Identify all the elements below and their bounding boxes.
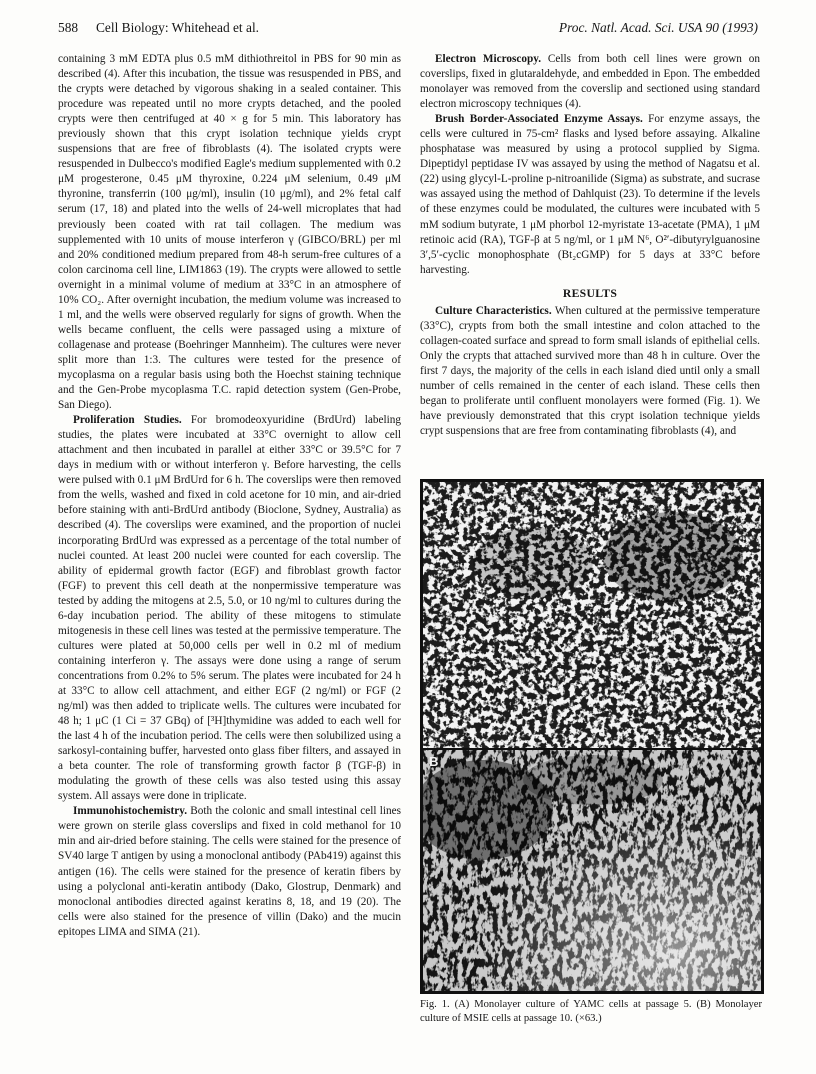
- journal-citation: Proc. Natl. Acad. Sci. USA 90 (1993): [558, 20, 758, 35]
- proliferation-studies-paragraph: [58, 413, 401, 804]
- culture-characteristics-text: When cultured at the permissive temperature (33°C), crypts from both the small intestine and colon attached to the collagen-coated surface and spread to form small islands of epithelial cells. Only the crypts that attached survived more than 48 h in culture. Over the first 7 days, the majority of the cells in each island died until only a small number of cells remained in the center of each island. These cells then began to proliferate until confluent monolayers were formed (Fig. 1). We have previously demonstrated that this crypt isolation technique yields crypt suspensions that are free from contaminating fibroblasts (4), and: [420, 304, 760, 438]
- panel-a-label: A: [429, 486, 439, 501]
- electron-microscopy-heading: Electron Microscopy.: [435, 53, 542, 65]
- enzyme-assays-heading: Brush Border-Associated Enzyme Assays.: [435, 113, 643, 126]
- proliferation-studies-text: For bromodeoxyuridine (BrdUrd) labeling studies, the plates were incubated at 33°C overnight to allow cell attachment and then incubated in parallel at either 33°C or 39.5°C for 7 days in medium with or without interferon γ. Before harvesting, the cells were pulsed with 0.1 μM BrdUrd for 6 h. The coverslips were then removed from the wells, washed and fixed in cold acetone for 10 min, and air-dried before staining with anti-BrdUrd antibody (Bioclone, Sydney, Australia) as described (4). The coverslips were examined, and the proportion of nuclei incorporating BrdUrd was expressed as a percentage of the total number of nuclei counted. At least 200 nuclei were counted for each coverslip. The ability of epidermal growth factor (EGF) and fibroblast growth factor (FGF) to prevent this cell death at the nonpermissive temperature was tested by adding the mitogens at 2.5, 5.0, or 10 ng/ml to cultures during the 6-day incubation period. The ability of these mitogens to stimulate mitogenesis in these cell lines was tested at the permissive temperature. The cultures were plated at 50,000 cells per well in 0.2 ml of medium containing interferon γ. The assays were done using a range of serum concentrations from 0.2% to 5% serum. The plates were incubated for 24 h at 33°C to allow cell attachment, and either EGF (2 ng/ml) or FGF (2 ng/ml) was then added to triplicate wells. The cultures were incubated for 48 h; 1 μC (1 Ci = 37 GBq) of [³H]thymidine was added to each well for the last 4 h of the incubation period. The cells were then solubilized using a sarkosyl-containing buffer, harvested onto glass fiber filters, and assayed in a beta counter. The role of transforming growth factor β (TGF-β) in modulating the growth of these cells was also tested using this assay system. All assays were done in triplicate.: [58, 414, 401, 803]
- immunohistochemistry-paragraph: [58, 804, 401, 939]
- figure-panel-a-micrograph: [423, 482, 761, 748]
- msie-cell-monolayer-image: [423, 750, 761, 991]
- figure-1: [420, 479, 764, 994]
- right-column: [420, 52, 760, 439]
- culture-characteristics-heading: Culture Characteristics.: [435, 304, 552, 317]
- culture-characteristics-paragraph: [420, 304, 760, 439]
- panel-b-label: B: [429, 754, 439, 769]
- running-title: Cell Biology: Whitehead et al.: [96, 20, 260, 35]
- results-section-title: RESULTS: [562, 286, 618, 300]
- electron-microscopy-paragraph: [420, 52, 760, 112]
- enzyme-assays-paragraph: [420, 112, 760, 278]
- figure-panel-b-micrograph: [423, 750, 761, 991]
- yamc-cell-monolayer-image: [423, 482, 761, 748]
- immunohistochemistry-heading: Immunohistochemistry.: [73, 805, 188, 818]
- enzyme-assays-text: For enzyme assays, the cells were cultured in 75-cm² flasks and lysed before assaying. Alkaline phosphatase was measured by using a protocol supplied by Sigma. Dipeptidyl peptidase IV was assayed by using the method of Nagatsu et al. (22) using glycyl-L-proline p-nitroanilide (Sigma) as substrate, and sucrase was assayed using the method of Dahlquist (23). To determine if the levels of these enzymes could be modulated, the cultures were incubated with 5 mM sodium butyrate, 1 μM phorbol 12-myristate 13-acetate (PMA), 1 μM retinoic acid (RA), TGF-β at 5 ng/ml, or 1 μM N⁶, O²′-dibutyrylguanosine 3′,5′-cyclic monophosphate (Bt₂cGMP) for 5 days at 33°C before harvesting.: [420, 113, 760, 276]
- proliferation-studies-heading: Proliferation Studies.: [73, 414, 182, 427]
- electron-microscopy-text: Cells from both cell lines were grown on coverslips, fixed in glutaraldehyde, and embedded in Epon. The embedded monolayer was removed from the coverslip and sectioned using standard electron microscopy techniques (4).: [420, 53, 760, 111]
- page-number: 588: [58, 20, 79, 35]
- immunohistochemistry-text: Both the colonic and small intestinal cell lines were grown on sterile glass coverslips and fixed in cold methanol for 10 min and air-dried before staining. The cells were stained for the presence of SV40 large T antigen by using a monoclonal antibody (PAb419) against this antigen (16). The cells were stained for the presence of keratin fibers by using a polyclonal anti-keratin antibody (Dako, Glostrup, Denmark) and monoclonal antibodies directed against keratins 8, 18, and 19 (20). The cells were also stained for the presence of villin (Dako) and the mucin epitopes LIMA and SIMA (21).: [58, 805, 401, 938]
- left-column: [58, 52, 401, 940]
- running-header: [58, 20, 758, 40]
- figure-1-caption: Fig. 1. (A) Monolayer culture of YAMC cells at passage 5. (B) Monolayer culture of MSIE cells at passage 10. (×63.): [420, 999, 762, 1024]
- methods-crypt-isolation-paragraph: containing 3 mM EDTA plus 0.5 mM dithiothreitol in PBS for 90 min as described (4). After this incubation, the tissue was resuspended in PBS, and the crypts were detached by vigorous shaking in a sealed container. This procedure was repeated until no more crypts detached, and the pooled crypts were then centrifuged at 40 × g for 5 min. This laboratory has previously shown that this crypt isolation technique yields crypt suspensions that are free of fibroblasts (4). The isolated crypts were resuspended in Dulbecco's modified Eagle's medium supplemented with 0.2 μM progesterone, 0.45 μM thyroxine, 0.224 μM selenium, 0.49 μM thyronine, transferrin (100 μg/ml), insulin (10 μg/ml), and 2% fetal calf serum (17, 18) and plated into the wells of 24-well microplates that had previously been coated with rat tail collagen. The medium was supplemented with 10 units of mouse interferon γ (GIBCO/BRL) per ml and 20% conditioned medium prepared from 48-h serum-free cultures of a colon carcinoma cell line, LIM1863 (19). The crypts were allowed to settle overnight in a minimal volume of medium at 33°C in an atmosphere of 10% CO₂. After overnight incubation, the medium volume was increased to 1 ml, and the wells were observed regularly for signs of growth. When the wells became confluent, the cells were passaged using a mixture of collagenase and protease (Boehringer Mannheim). The cultures were never split more than 1:3. The cultures were tested for the presence of mycoplasma on a regular basis using both the Hoechst staining technique and the Gen-Probe mycoplasma T.C. rapid detection system (Gen-Probe, San Diego).: [58, 53, 401, 412]
